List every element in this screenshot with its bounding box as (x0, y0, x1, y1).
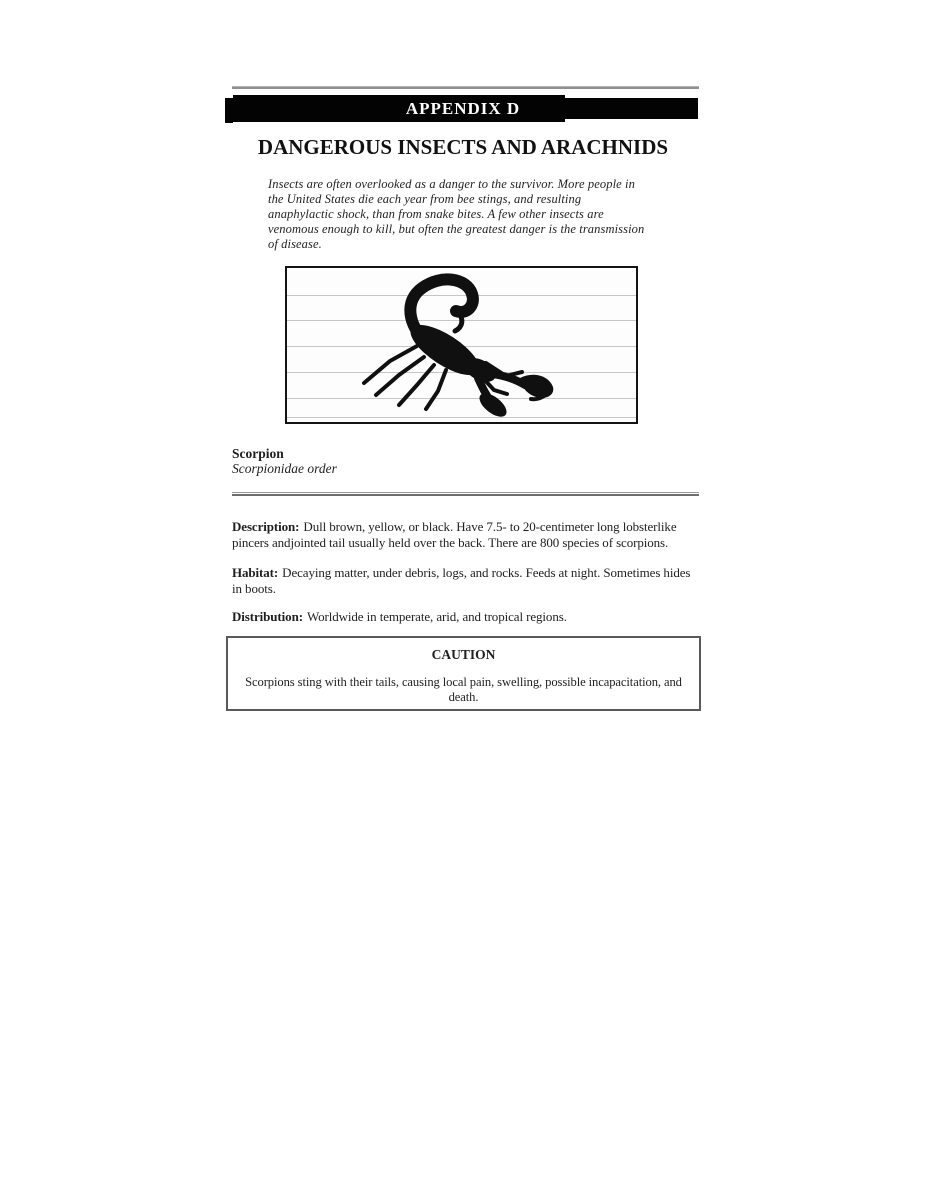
species-label (232, 446, 337, 476)
scorpion-figure (285, 266, 638, 424)
section-line (232, 565, 700, 581)
section-label: Habitat: (232, 565, 279, 580)
section-label: Distribution: (232, 609, 303, 624)
section-text: Worldwide in temperate, arid, and tropical regions. (306, 609, 567, 624)
section-text: Dull brown, yellow, or black. Have 7.5- to 20-centimeter long lobsterlike (303, 519, 677, 534)
caution-line: death. (448, 690, 479, 704)
page-title: DANGEROUS INSECTS AND ARACHNIDS (257, 135, 669, 159)
section-line: pincers andjointed tail usually held over the back. There are 800 species of scorpions. (232, 534, 669, 550)
appendix-banner (228, 95, 698, 125)
caution-box (226, 636, 701, 711)
species-name: Scorpion (232, 446, 284, 461)
section-line (232, 609, 700, 625)
section-label: Description: (232, 519, 300, 534)
top-rule (232, 86, 699, 89)
intro-line: Insects are often overlooked as a danger to the survivor. More people in (268, 177, 635, 191)
caution-line: Scorpions sting with their tails, causing local pain, swelling, possible incapacitation, and (245, 675, 682, 689)
section-line: in boots. (232, 580, 276, 596)
banner-title: APPENDIX D (405, 99, 521, 118)
intro-paragraph (268, 177, 644, 252)
section-line (232, 519, 700, 535)
content-column (228, 86, 698, 1136)
intro-line: anaphylactic shock, than from snake bites. A few other insects are (268, 206, 604, 221)
scorpion-illustration (287, 268, 636, 422)
section-divider (232, 492, 699, 496)
section-text: Decaying matter, under debris, logs, and rocks. Feeds at night. Sometimes hides (282, 565, 691, 580)
intro-line: the United States die each year from bee stings, and resulting (268, 191, 582, 206)
caution-title: CAUTION (431, 647, 496, 662)
habitat-section (232, 565, 700, 596)
species-order: Scorpionidae order (232, 461, 337, 476)
description-section (232, 519, 700, 550)
distribution-section (232, 609, 700, 625)
intro-line: of disease. (268, 236, 322, 251)
intro-line: venomous enough to kill, but often the greatest danger is the transmission (268, 221, 645, 236)
caution-text (228, 675, 699, 705)
